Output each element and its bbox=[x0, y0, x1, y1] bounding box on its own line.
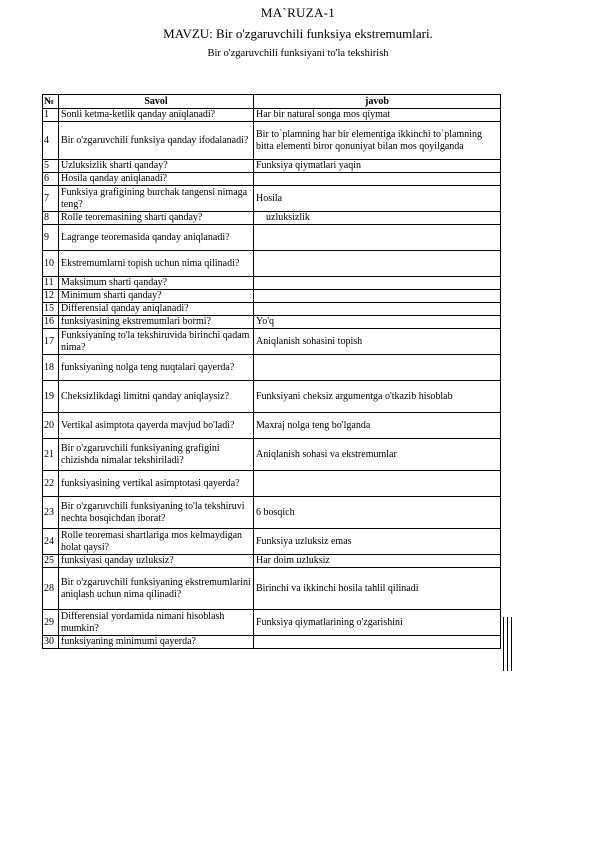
question-cell: funksiyaning nolga teng nuqtalari qayerda? bbox=[59, 355, 254, 381]
answer-cell bbox=[254, 636, 501, 649]
row-number: 16 bbox=[43, 316, 59, 329]
question-cell: Bir o'zgaruvchili funksiyaning grafigini chizishda nimalar tekshiriladi? bbox=[59, 439, 254, 471]
question-cell: Bir o'zgaruvchili funksiyaning ekstremumlarini aniqlash uchun nima qilinadi? bbox=[59, 568, 254, 610]
table-row bbox=[43, 316, 501, 329]
margin-lines bbox=[501, 617, 513, 671]
table-row bbox=[43, 381, 501, 413]
table-row bbox=[43, 225, 501, 251]
table-row bbox=[43, 439, 501, 471]
row-number: 19 bbox=[43, 381, 59, 413]
answer-cell bbox=[254, 173, 501, 186]
table-row bbox=[43, 413, 501, 439]
table-row bbox=[43, 290, 501, 303]
table-row bbox=[43, 636, 501, 649]
row-number: 24 bbox=[43, 529, 59, 555]
answer-cell bbox=[254, 471, 501, 497]
table-row bbox=[43, 277, 501, 290]
answer-cell bbox=[254, 225, 501, 251]
table-row bbox=[43, 173, 501, 186]
answer-cell: Har bir natural songa mos qiymat bbox=[254, 109, 501, 122]
answer-cell bbox=[254, 251, 501, 277]
question-cell: Sonli ketma-ketlik qanday aniqlanadi? bbox=[59, 109, 254, 122]
table-row bbox=[43, 529, 501, 555]
row-number: 22 bbox=[43, 471, 59, 497]
answer-cell: Yo'q bbox=[254, 316, 501, 329]
question-cell: Rolle teoremasining sharti qanday? bbox=[59, 212, 254, 225]
table-row bbox=[43, 303, 501, 316]
table-row bbox=[43, 471, 501, 497]
row-number: 12 bbox=[43, 290, 59, 303]
question-cell: funksiyasining vertikal asimptotasi qayerda? bbox=[59, 471, 254, 497]
table-row bbox=[43, 160, 501, 173]
table-row bbox=[43, 610, 501, 636]
question-cell: Bir o'zgaruvchili funksiya qanday ifodalanadi? bbox=[59, 122, 254, 160]
answer-cell: uzluksizlik bbox=[254, 212, 501, 225]
question-cell: Hosila qanday aniqlanadi? bbox=[59, 173, 254, 186]
question-cell: Funksiyaning to'la tekshiruvida birinchi qadam nima? bbox=[59, 329, 254, 355]
table-row bbox=[43, 212, 501, 225]
question-cell: Minimum sharti qanday? bbox=[59, 290, 254, 303]
question-cell: funksiyasining ekstremumlari bormi? bbox=[59, 316, 254, 329]
topic-heading: MAVZU: Bir o'zgaruvchili funksiya ekstremumlari. bbox=[163, 26, 433, 41]
table-row bbox=[43, 186, 501, 212]
answer-cell bbox=[254, 277, 501, 290]
question-cell: Rolle teoremasi shartlariga mos kelmaydigan holat qaysi? bbox=[59, 529, 254, 555]
row-number: 7 bbox=[43, 186, 59, 212]
answer-cell: Har doim uzluksiz bbox=[254, 555, 501, 568]
answer-cell: Funksiya qiymatlari yaqin bbox=[254, 160, 501, 173]
answer-cell: Maxraj nolga teng bo'lganda bbox=[254, 413, 501, 439]
answer-cell: Funksiyani cheksiz argumentga o'tkazib hisoblab bbox=[254, 381, 501, 413]
row-number: 18 bbox=[43, 355, 59, 381]
row-number: 25 bbox=[43, 555, 59, 568]
row-number: 10 bbox=[43, 251, 59, 277]
row-number: 15 bbox=[43, 303, 59, 316]
answer-cell bbox=[254, 290, 501, 303]
row-number: 30 bbox=[43, 636, 59, 649]
table-row bbox=[43, 355, 501, 381]
column-header-question: Savol bbox=[59, 95, 254, 109]
row-number: 21 bbox=[43, 439, 59, 471]
table-row bbox=[43, 122, 501, 160]
table-body bbox=[43, 109, 501, 649]
qa-table bbox=[42, 94, 501, 649]
subtitle: Bir o'zgaruvchili funksiyani to'la tekshirish bbox=[207, 48, 389, 59]
question-cell: Cheksizlikdagi limitni qanday aniqlaysiz? bbox=[59, 381, 254, 413]
answer-cell: Birinchi va ikkinchi hosila tahlil qilinadi bbox=[254, 568, 501, 610]
question-cell: Differensial qanday aniqlanadi? bbox=[59, 303, 254, 316]
question-cell: Ekstremumlarni topish uchun nima qilinadi? bbox=[59, 251, 254, 277]
row-number: 1 bbox=[43, 109, 59, 122]
question-cell: Bir o'zgaruvchili funksiyaning to'la tekshiruvi nechta bosqichdan iborat? bbox=[59, 497, 254, 529]
question-cell: Differensial yordamida nimani hisoblash mumkin? bbox=[59, 610, 254, 636]
answer-cell bbox=[254, 303, 501, 316]
table-row bbox=[43, 109, 501, 122]
table-row bbox=[43, 329, 501, 355]
row-number: 8 bbox=[43, 212, 59, 225]
answer-cell: Bir to`plamning har bir elementiga ikkinchi to`plamning bitta elementi biror qonuniyat bilan mos qoyilganda bbox=[254, 122, 501, 160]
column-header-number: № bbox=[43, 95, 59, 109]
row-number: 9 bbox=[43, 225, 59, 251]
lecture-title: MA`RUZA-1 bbox=[260, 5, 336, 20]
answer-cell bbox=[254, 355, 501, 381]
question-cell: Vertikal asimptota qayerda mavjud bo'ladi? bbox=[59, 413, 254, 439]
question-cell: Uzluksizlik sharti qanday? bbox=[59, 160, 254, 173]
table-row bbox=[43, 555, 501, 568]
table-row bbox=[43, 568, 501, 610]
table-header-row bbox=[43, 95, 501, 109]
question-cell: Funksiya grafigining burchak tangensi nimaga teng? bbox=[59, 186, 254, 212]
row-number: 28 bbox=[43, 568, 59, 610]
answer-cell: Funksiya qiymatlarining o'zgarishini bbox=[254, 610, 501, 636]
question-cell: Lagrange teoremasida qanday aniqlanadi? bbox=[59, 225, 254, 251]
row-number: 17 bbox=[43, 329, 59, 355]
question-cell: funksiyaning minimumi qayerda? bbox=[59, 636, 254, 649]
answer-cell: Aniqlanish sohasini topish bbox=[254, 329, 501, 355]
question-cell: funksiyasi qanday uzluksiz? bbox=[59, 555, 254, 568]
row-number: 6 bbox=[43, 173, 59, 186]
table-row bbox=[43, 497, 501, 529]
answer-cell: Funksiya uzluksiz emas bbox=[254, 529, 501, 555]
row-number: 23 bbox=[43, 497, 59, 529]
question-cell: Maksimum sharti qanday? bbox=[59, 277, 254, 290]
answer-cell: Hosila bbox=[254, 186, 501, 212]
table-row bbox=[43, 251, 501, 277]
row-number: 11 bbox=[43, 277, 59, 290]
row-number: 4 bbox=[43, 122, 59, 160]
column-header-answer: javob bbox=[254, 95, 501, 109]
row-number: 20 bbox=[43, 413, 59, 439]
row-number: 5 bbox=[43, 160, 59, 173]
answer-cell: Aniqlanish sohasi va ekstremumlar bbox=[254, 439, 501, 471]
row-number: 29 bbox=[43, 610, 59, 636]
answer-cell: 6 bosqich bbox=[254, 497, 501, 529]
